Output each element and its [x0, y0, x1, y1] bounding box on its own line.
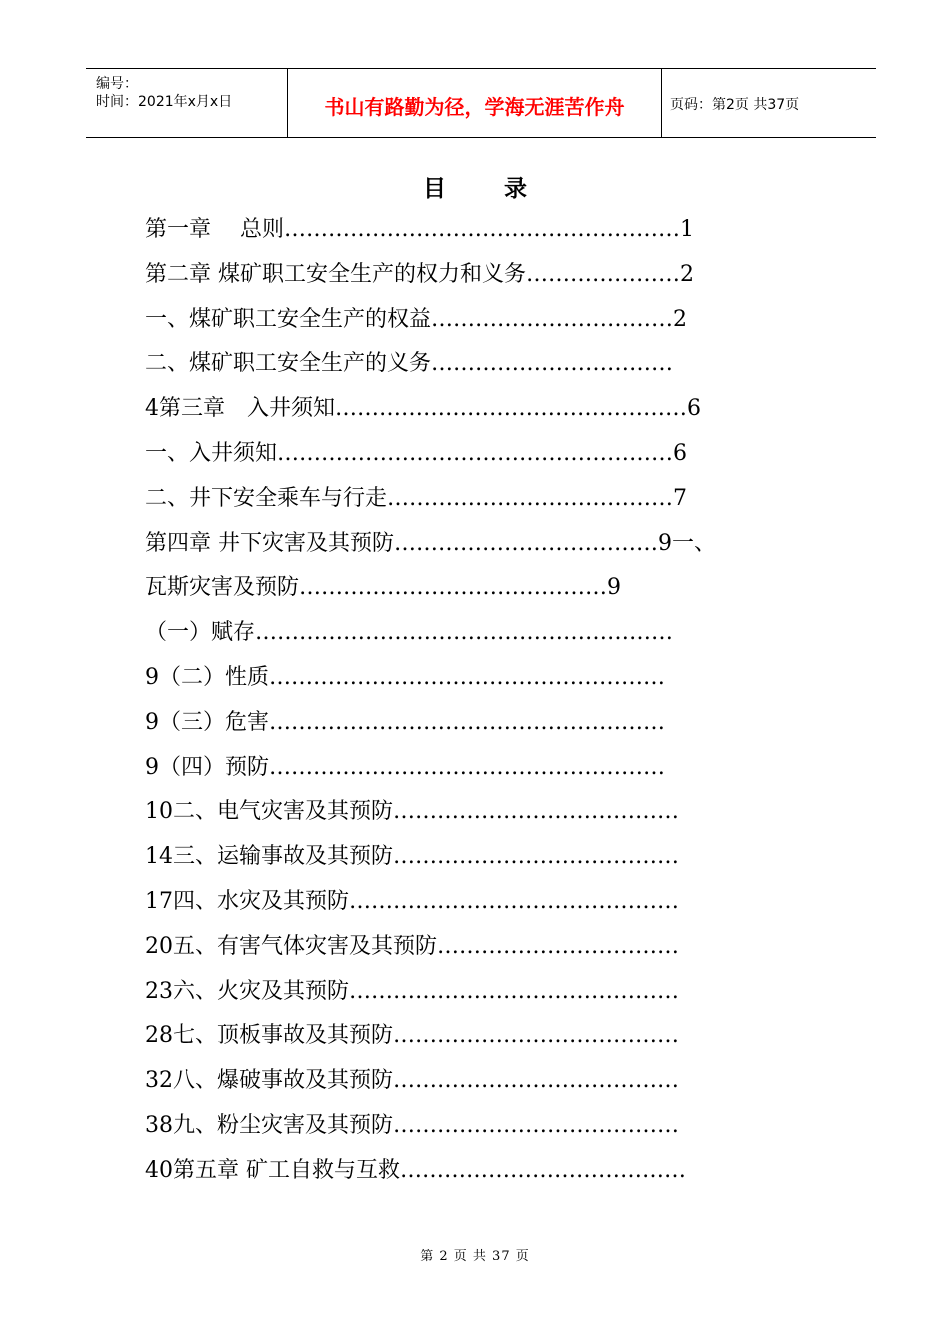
toc-line[interactable]: 10二、电气灾害及其预防…………………………………	[145, 799, 679, 825]
page-header	[86, 68, 876, 138]
toc-line[interactable]: 14三、运输事故及其预防…………………………………	[145, 844, 679, 870]
table-of-contents	[145, 208, 865, 1194]
header-page-cell	[662, 69, 876, 137]
toc-line[interactable]: 一、煤矿职工安全生产的权益……………………………2	[145, 306, 687, 332]
toc-line[interactable]: 9（三）危害………………………………………………	[145, 709, 665, 735]
toc-line[interactable]: 20五、有害气体灾害及其预防……………………………	[145, 933, 679, 959]
toc-line[interactable]: 4第三章 入井须知…………………………………………6	[145, 396, 701, 422]
toc-line[interactable]: 32八、爆破事故及其预防…………………………………	[145, 1068, 679, 1094]
motto-text: 书山有路勤为径，学海无涯苦作舟	[324, 95, 625, 119]
toc-line[interactable]: 28七、顶板事故及其预防…………………………………	[145, 1023, 679, 1049]
toc-line[interactable]: 第四章 井下灾害及其预防………………………………9一、	[145, 530, 716, 556]
toc-line[interactable]: 第二章 煤矿职工安全生产的权力和义务…………………2	[145, 261, 694, 287]
toc-line[interactable]: 第一章 总则………………………………………………1	[145, 217, 694, 242]
toc-line[interactable]: 瓦斯灾害及预防……………………………………9	[145, 575, 621, 601]
toc-line[interactable]: 23六、火灾及其预防………………………………………	[145, 978, 679, 1004]
toc-line[interactable]: 二、井下安全乘车与行走…………………………………7	[145, 485, 687, 511]
toc-line[interactable]: 9（二）性质………………………………………………	[145, 664, 665, 690]
toc-title: 目录	[423, 176, 585, 202]
page-footer: 第 2 页 共 37 页	[420, 1249, 530, 1264]
toc-line[interactable]: 38九、粉尘灾害及其预防…………………………………	[145, 1112, 679, 1138]
toc-line[interactable]: 40第五章 矿工自救与互救…………………………………	[145, 1157, 686, 1183]
toc-line[interactable]: 17四、水灾及其预防………………………………………	[145, 888, 679, 914]
page-info: 页码：第2页 共37页	[670, 97, 800, 113]
toc-line[interactable]: 9（四）预防………………………………………………	[145, 754, 665, 780]
header-meta-cell	[86, 69, 288, 137]
header-motto-cell	[288, 69, 662, 137]
time-label: 时间：2021年x月x日	[96, 94, 233, 110]
code-label: 编号：	[96, 76, 138, 92]
toc-line[interactable]: （一）赋存…………………………………………………	[145, 620, 674, 646]
toc-line[interactable]: 二、煤矿职工安全生产的义务……………………………	[145, 351, 674, 377]
toc-line[interactable]: 一、入井须知………………………………………………6	[145, 440, 687, 466]
